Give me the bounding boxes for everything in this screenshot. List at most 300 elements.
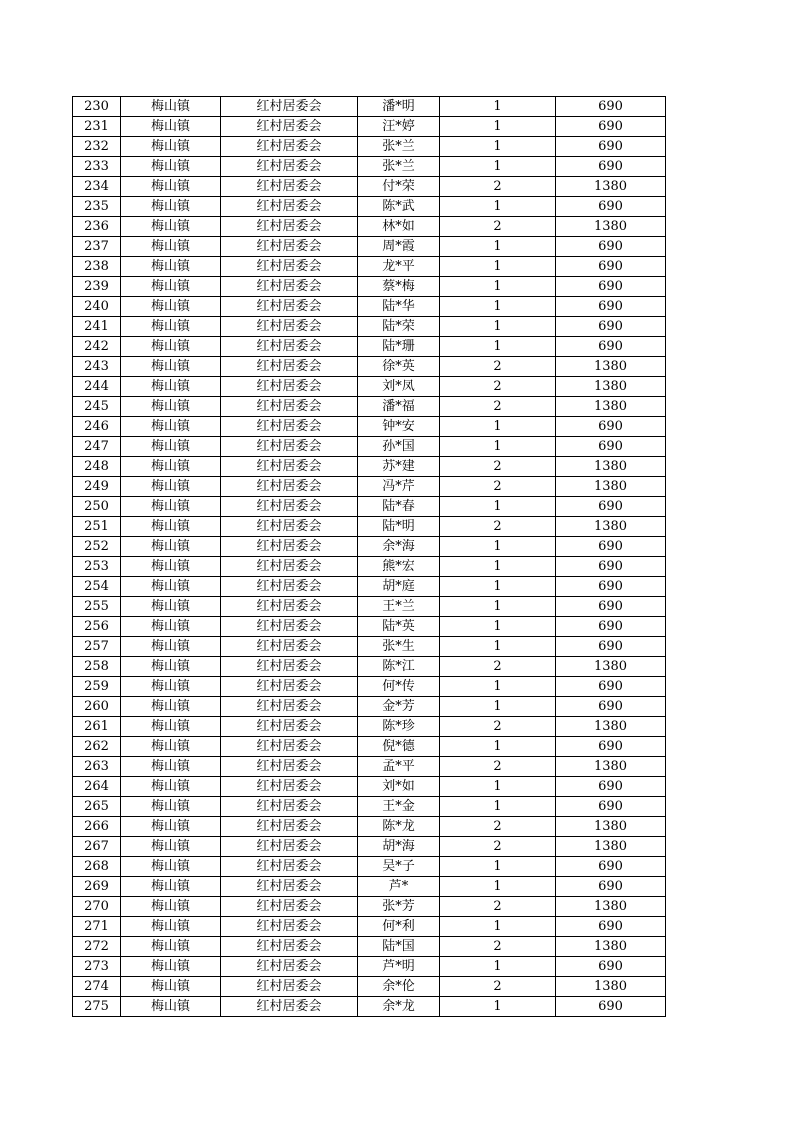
town-cell: 梅山镇	[121, 837, 221, 857]
community-cell: 红村居委会	[221, 857, 358, 877]
town-cell: 梅山镇	[121, 157, 221, 177]
row-number-cell: 243	[73, 357, 121, 377]
count-cell: 2	[440, 517, 556, 537]
table-row	[73, 117, 666, 137]
community-cell: 红村居委会	[221, 977, 358, 997]
amount-cell: 690	[556, 297, 666, 317]
town-cell: 梅山镇	[121, 617, 221, 637]
count-cell: 1	[440, 957, 556, 977]
row-number-cell: 234	[73, 177, 121, 197]
amount-cell: 690	[556, 257, 666, 277]
count-cell: 1	[440, 317, 556, 337]
count-cell: 2	[440, 937, 556, 957]
table-row	[73, 677, 666, 697]
table-row	[73, 177, 666, 197]
name-cell: 陈*江	[358, 657, 440, 677]
row-number-cell: 232	[73, 137, 121, 157]
amount-cell: 690	[556, 317, 666, 337]
name-cell: 张*兰	[358, 157, 440, 177]
table-row	[73, 597, 666, 617]
town-cell: 梅山镇	[121, 257, 221, 277]
table-row	[73, 517, 666, 537]
row-number-cell: 247	[73, 437, 121, 457]
name-cell: 张*芳	[358, 897, 440, 917]
count-cell: 1	[440, 97, 556, 117]
town-cell: 梅山镇	[121, 717, 221, 737]
town-cell: 梅山镇	[121, 97, 221, 117]
community-cell: 红村居委会	[221, 317, 358, 337]
table-row	[73, 777, 666, 797]
count-cell: 1	[440, 137, 556, 157]
name-cell: 刘*凤	[358, 377, 440, 397]
count-cell: 2	[440, 397, 556, 417]
community-cell: 红村居委会	[221, 517, 358, 537]
name-cell: 余*海	[358, 537, 440, 557]
amount-cell: 690	[556, 997, 666, 1017]
table-row	[73, 717, 666, 737]
table-row	[73, 537, 666, 557]
town-cell: 梅山镇	[121, 997, 221, 1017]
table-row	[73, 877, 666, 897]
count-cell: 1	[440, 697, 556, 717]
name-cell: 钟*安	[358, 417, 440, 437]
table-row	[73, 217, 666, 237]
amount-cell: 690	[556, 577, 666, 597]
row-number-cell: 248	[73, 457, 121, 477]
town-cell: 梅山镇	[121, 497, 221, 517]
row-number-cell: 268	[73, 857, 121, 877]
name-cell: 龙*平	[358, 257, 440, 277]
row-number-cell: 255	[73, 597, 121, 617]
amount-cell: 1380	[556, 517, 666, 537]
name-cell: 付*荣	[358, 177, 440, 197]
amount-cell: 690	[556, 857, 666, 877]
name-cell: 胡*海	[358, 837, 440, 857]
table-row	[73, 697, 666, 717]
community-cell: 红村居委会	[221, 177, 358, 197]
name-cell: 芦*	[358, 877, 440, 897]
row-number-cell: 254	[73, 577, 121, 597]
town-cell: 梅山镇	[121, 817, 221, 837]
community-cell: 红村居委会	[221, 837, 358, 857]
row-number-cell: 261	[73, 717, 121, 737]
amount-cell: 1380	[556, 837, 666, 857]
amount-cell: 1380	[556, 477, 666, 497]
town-cell: 梅山镇	[121, 357, 221, 377]
name-cell: 陆*明	[358, 517, 440, 537]
name-cell: 陆*华	[358, 297, 440, 317]
table-row	[73, 257, 666, 277]
row-number-cell: 238	[73, 257, 121, 277]
town-cell: 梅山镇	[121, 437, 221, 457]
community-cell: 红村居委会	[221, 777, 358, 797]
town-cell: 梅山镇	[121, 977, 221, 997]
community-cell: 红村居委会	[221, 637, 358, 657]
community-cell: 红村居委会	[221, 237, 358, 257]
count-cell: 1	[440, 857, 556, 877]
name-cell: 陆*珊	[358, 337, 440, 357]
count-cell: 2	[440, 217, 556, 237]
row-number-cell: 242	[73, 337, 121, 357]
row-number-cell: 273	[73, 957, 121, 977]
row-number-cell: 231	[73, 117, 121, 137]
table-row	[73, 397, 666, 417]
town-cell: 梅山镇	[121, 737, 221, 757]
amount-cell: 1380	[556, 217, 666, 237]
amount-cell: 690	[556, 797, 666, 817]
table-row	[73, 97, 666, 117]
table-row	[73, 797, 666, 817]
town-cell: 梅山镇	[121, 797, 221, 817]
count-cell: 1	[440, 237, 556, 257]
community-cell: 红村居委会	[221, 437, 358, 457]
table-row	[73, 937, 666, 957]
town-cell: 梅山镇	[121, 937, 221, 957]
town-cell: 梅山镇	[121, 877, 221, 897]
town-cell: 梅山镇	[121, 957, 221, 977]
amount-cell: 1380	[556, 177, 666, 197]
town-cell: 梅山镇	[121, 677, 221, 697]
community-cell: 红村居委会	[221, 957, 358, 977]
community-cell: 红村居委会	[221, 277, 358, 297]
name-cell: 金*芳	[358, 697, 440, 717]
table-row	[73, 817, 666, 837]
community-cell: 红村居委会	[221, 137, 358, 157]
table-row	[73, 197, 666, 217]
amount-cell: 690	[556, 237, 666, 257]
community-cell: 红村居委会	[221, 337, 358, 357]
amount-cell: 690	[556, 877, 666, 897]
name-cell: 王*兰	[358, 597, 440, 617]
row-number-cell: 260	[73, 697, 121, 717]
community-cell: 红村居委会	[221, 757, 358, 777]
table-row	[73, 957, 666, 977]
town-cell: 梅山镇	[121, 277, 221, 297]
table-row	[73, 837, 666, 857]
name-cell: 余*伦	[358, 977, 440, 997]
count-cell: 1	[440, 257, 556, 277]
count-cell: 1	[440, 777, 556, 797]
town-cell: 梅山镇	[121, 397, 221, 417]
count-cell: 2	[440, 377, 556, 397]
count-cell: 1	[440, 637, 556, 657]
table-row	[73, 917, 666, 937]
town-cell: 梅山镇	[121, 897, 221, 917]
community-cell: 红村居委会	[221, 457, 358, 477]
table-row	[73, 857, 666, 877]
name-cell: 周*霞	[358, 237, 440, 257]
row-number-cell: 236	[73, 217, 121, 237]
amount-cell: 690	[556, 337, 666, 357]
document-page	[72, 96, 666, 1017]
community-cell: 红村居委会	[221, 737, 358, 757]
amount-cell: 1380	[556, 397, 666, 417]
name-cell: 陈*武	[358, 197, 440, 217]
town-cell: 梅山镇	[121, 597, 221, 617]
community-cell: 红村居委会	[221, 257, 358, 277]
town-cell: 梅山镇	[121, 757, 221, 777]
row-number-cell: 249	[73, 477, 121, 497]
row-number-cell: 244	[73, 377, 121, 397]
town-cell: 梅山镇	[121, 477, 221, 497]
row-number-cell: 246	[73, 417, 121, 437]
amount-cell: 690	[556, 677, 666, 697]
row-number-cell: 267	[73, 837, 121, 857]
community-cell: 红村居委会	[221, 817, 358, 837]
count-cell: 2	[440, 657, 556, 677]
row-number-cell: 264	[73, 777, 121, 797]
name-cell: 何*传	[358, 677, 440, 697]
town-cell: 梅山镇	[121, 657, 221, 677]
community-cell: 红村居委会	[221, 197, 358, 217]
amount-cell: 1380	[556, 717, 666, 737]
town-cell: 梅山镇	[121, 917, 221, 937]
community-cell: 红村居委会	[221, 557, 358, 577]
table-row	[73, 437, 666, 457]
community-cell: 红村居委会	[221, 537, 358, 557]
count-cell: 2	[440, 177, 556, 197]
amount-cell: 690	[556, 157, 666, 177]
name-cell: 胡*庭	[358, 577, 440, 597]
count-cell: 1	[440, 737, 556, 757]
amount-cell: 690	[556, 97, 666, 117]
town-cell: 梅山镇	[121, 577, 221, 597]
community-cell: 红村居委会	[221, 657, 358, 677]
community-cell: 红村居委会	[221, 217, 358, 237]
community-cell: 红村居委会	[221, 577, 358, 597]
table-row	[73, 497, 666, 517]
count-cell: 1	[440, 677, 556, 697]
name-cell: 何*利	[358, 917, 440, 937]
table-row	[73, 357, 666, 377]
count-cell: 2	[440, 837, 556, 857]
community-cell: 红村居委会	[221, 877, 358, 897]
name-cell: 潘*明	[358, 97, 440, 117]
table-row	[73, 617, 666, 637]
count-cell: 1	[440, 337, 556, 357]
count-cell: 1	[440, 277, 556, 297]
name-cell: 潘*福	[358, 397, 440, 417]
table-row	[73, 277, 666, 297]
community-cell: 红村居委会	[221, 897, 358, 917]
name-cell: 蔡*梅	[358, 277, 440, 297]
town-cell: 梅山镇	[121, 637, 221, 657]
count-cell: 1	[440, 297, 556, 317]
count-cell: 2	[440, 717, 556, 737]
town-cell: 梅山镇	[121, 317, 221, 337]
community-cell: 红村居委会	[221, 497, 358, 517]
amount-cell: 690	[556, 137, 666, 157]
row-number-cell: 230	[73, 97, 121, 117]
row-number-cell: 235	[73, 197, 121, 217]
name-cell: 陆*国	[358, 937, 440, 957]
community-cell: 红村居委会	[221, 697, 358, 717]
table-row	[73, 657, 666, 677]
community-cell: 红村居委会	[221, 377, 358, 397]
community-cell: 红村居委会	[221, 677, 358, 697]
name-cell: 王*金	[358, 797, 440, 817]
table-row	[73, 897, 666, 917]
name-cell: 余*龙	[358, 997, 440, 1017]
count-cell: 2	[440, 457, 556, 477]
name-cell: 陈*龙	[358, 817, 440, 837]
table-row	[73, 577, 666, 597]
amount-cell: 1380	[556, 977, 666, 997]
name-cell: 陈*珍	[358, 717, 440, 737]
row-number-cell: 257	[73, 637, 121, 657]
row-number-cell: 240	[73, 297, 121, 317]
name-cell: 汪*婷	[358, 117, 440, 137]
community-cell: 红村居委会	[221, 357, 358, 377]
table-row	[73, 557, 666, 577]
row-number-cell: 266	[73, 817, 121, 837]
row-number-cell: 258	[73, 657, 121, 677]
name-cell: 倪*德	[358, 737, 440, 757]
town-cell: 梅山镇	[121, 337, 221, 357]
count-cell: 1	[440, 557, 556, 577]
community-cell: 红村居委会	[221, 717, 358, 737]
town-cell: 梅山镇	[121, 117, 221, 137]
table-row	[73, 977, 666, 997]
amount-cell: 1380	[556, 757, 666, 777]
name-cell: 刘*如	[358, 777, 440, 797]
town-cell: 梅山镇	[121, 177, 221, 197]
community-cell: 红村居委会	[221, 117, 358, 137]
table-row	[73, 317, 666, 337]
count-cell: 2	[440, 817, 556, 837]
count-cell: 2	[440, 477, 556, 497]
community-cell: 红村居委会	[221, 617, 358, 637]
community-cell: 红村居委会	[221, 937, 358, 957]
row-number-cell: 233	[73, 157, 121, 177]
name-cell: 孟*平	[358, 757, 440, 777]
town-cell: 梅山镇	[121, 237, 221, 257]
table-row	[73, 297, 666, 317]
count-cell: 1	[440, 117, 556, 137]
row-number-cell: 269	[73, 877, 121, 897]
count-cell: 1	[440, 437, 556, 457]
amount-cell: 690	[556, 497, 666, 517]
name-cell: 孙*国	[358, 437, 440, 457]
amount-cell: 1380	[556, 817, 666, 837]
community-cell: 红村居委会	[221, 997, 358, 1017]
row-number-cell: 263	[73, 757, 121, 777]
name-cell: 吴*子	[358, 857, 440, 877]
name-cell: 芦*明	[358, 957, 440, 977]
row-number-cell: 245	[73, 397, 121, 417]
community-cell: 红村居委会	[221, 797, 358, 817]
amount-cell: 1380	[556, 897, 666, 917]
data-table	[72, 96, 666, 1017]
town-cell: 梅山镇	[121, 217, 221, 237]
town-cell: 梅山镇	[121, 857, 221, 877]
row-number-cell: 271	[73, 917, 121, 937]
row-number-cell: 270	[73, 897, 121, 917]
amount-cell: 690	[556, 917, 666, 937]
table-row	[73, 417, 666, 437]
table-row	[73, 157, 666, 177]
town-cell: 梅山镇	[121, 457, 221, 477]
row-number-cell: 262	[73, 737, 121, 757]
town-cell: 梅山镇	[121, 777, 221, 797]
count-cell: 2	[440, 977, 556, 997]
amount-cell: 690	[556, 597, 666, 617]
name-cell: 陆*春	[358, 497, 440, 517]
community-cell: 红村居委会	[221, 477, 358, 497]
name-cell: 熊*宏	[358, 557, 440, 577]
amount-cell: 690	[556, 537, 666, 557]
name-cell: 陆*荣	[358, 317, 440, 337]
name-cell: 林*如	[358, 217, 440, 237]
row-number-cell: 256	[73, 617, 121, 637]
amount-cell: 690	[556, 117, 666, 137]
count-cell: 1	[440, 157, 556, 177]
name-cell: 陆*英	[358, 617, 440, 637]
table-row	[73, 377, 666, 397]
table-row	[73, 737, 666, 757]
community-cell: 红村居委会	[221, 917, 358, 937]
count-cell: 1	[440, 997, 556, 1017]
town-cell: 梅山镇	[121, 137, 221, 157]
table-row	[73, 137, 666, 157]
town-cell: 梅山镇	[121, 297, 221, 317]
amount-cell: 1380	[556, 657, 666, 677]
row-number-cell: 239	[73, 277, 121, 297]
amount-cell: 690	[556, 617, 666, 637]
row-number-cell: 250	[73, 497, 121, 517]
row-number-cell: 265	[73, 797, 121, 817]
count-cell: 1	[440, 617, 556, 637]
count-cell: 1	[440, 877, 556, 897]
amount-cell: 690	[556, 697, 666, 717]
count-cell: 2	[440, 897, 556, 917]
count-cell: 2	[440, 357, 556, 377]
amount-cell: 690	[556, 637, 666, 657]
table-row	[73, 477, 666, 497]
name-cell: 苏*建	[358, 457, 440, 477]
amount-cell: 690	[556, 277, 666, 297]
table-row	[73, 757, 666, 777]
community-cell: 红村居委会	[221, 417, 358, 437]
count-cell: 1	[440, 197, 556, 217]
row-number-cell: 241	[73, 317, 121, 337]
count-cell: 1	[440, 597, 556, 617]
count-cell: 1	[440, 537, 556, 557]
community-cell: 红村居委会	[221, 597, 358, 617]
town-cell: 梅山镇	[121, 697, 221, 717]
name-cell: 张*兰	[358, 137, 440, 157]
table-row	[73, 457, 666, 477]
count-cell: 1	[440, 577, 556, 597]
row-number-cell: 275	[73, 997, 121, 1017]
table-row	[73, 237, 666, 257]
name-cell: 徐*英	[358, 357, 440, 377]
table-row	[73, 337, 666, 357]
count-cell: 1	[440, 917, 556, 937]
town-cell: 梅山镇	[121, 377, 221, 397]
town-cell: 梅山镇	[121, 537, 221, 557]
amount-cell: 690	[556, 737, 666, 757]
town-cell: 梅山镇	[121, 197, 221, 217]
count-cell: 1	[440, 797, 556, 817]
town-cell: 梅山镇	[121, 517, 221, 537]
row-number-cell: 253	[73, 557, 121, 577]
community-cell: 红村居委会	[221, 297, 358, 317]
row-number-cell: 237	[73, 237, 121, 257]
town-cell: 梅山镇	[121, 417, 221, 437]
table-row	[73, 997, 666, 1017]
row-number-cell: 259	[73, 677, 121, 697]
